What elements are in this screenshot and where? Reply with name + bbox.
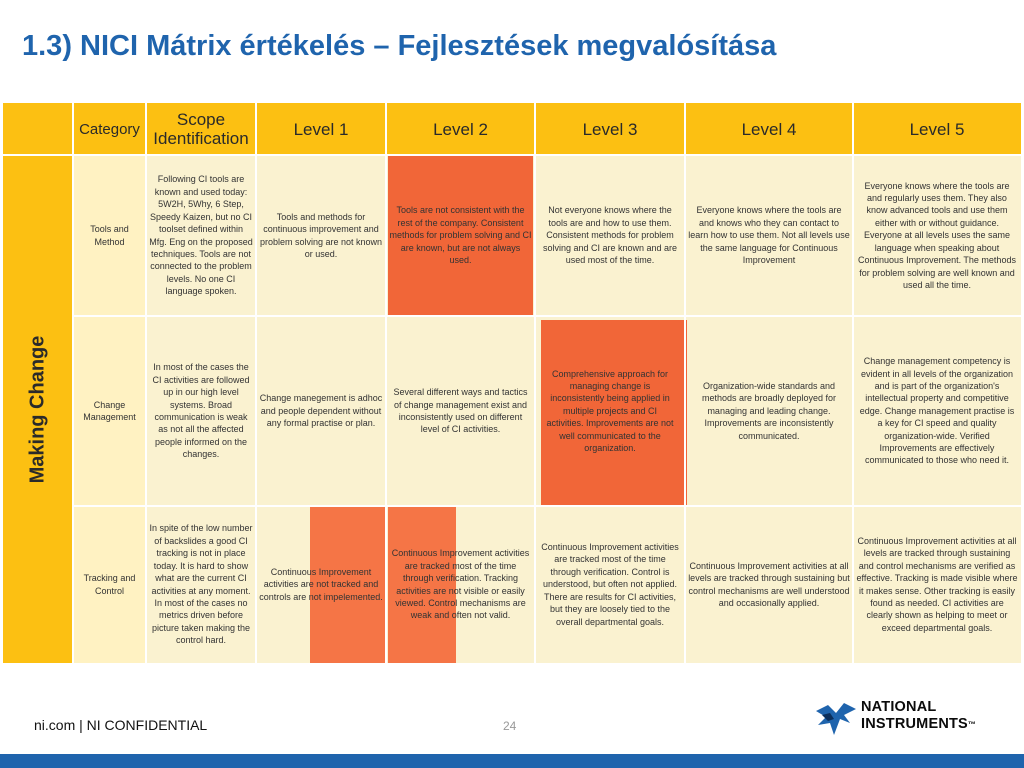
- making-change-label: Making Change: [3, 155, 73, 663]
- tools-level-5: Everyone knows where the tools are and regularly uses them. They also know advanced tools and use them either with or without guidance. Everyone at all levels uses the same language when speaking about Continuous Improvement. The methods for problem solving are well known and used all the time.: [858, 180, 1016, 290]
- header-level-5: Level 5: [853, 103, 1021, 155]
- tracking-level-3: Continuous Improvement activities are tracked most of the time through verification. Control is understood, but often not applied. There are results for CI activities, but they are loosely tied to the overall departmental goals.: [541, 542, 679, 627]
- scope-change-management: In most of the cases the CI activities are followed up in our high level systems. Broad communication is weak as not all the affected people informed on the changes.: [152, 362, 250, 460]
- footer-confidential: ni.com | NI CONFIDENTIAL: [34, 717, 208, 733]
- grid-line: [684, 103, 686, 663]
- logo-wordmark: NATIONAL INSTRUMENTS™: [861, 699, 977, 732]
- header-level-3: Level 3: [535, 103, 685, 155]
- tracking-level-1: Continuous Improvement activities are not tracked and controls are not impelemented.: [259, 566, 383, 602]
- tracking-level-4: Continuous Improvement activities at all levels are tracked through sustaining but control mechanisms are well understood and occasionally applied.: [688, 560, 850, 608]
- scope-tools-method: Following CI tools are known and used today: 5W2H, 5Why, 6 Step, Speedy Kaizen, but no CI toolset defined within Mfg. Eng on the proposed techniques. Tools are not connected to the problem levels. No one CI language spoken.: [149, 174, 253, 297]
- change-level-3: Comprehensive approach for managing change is inconsistently being applied in multiple projects and CI activities. Improvements are not well communicated to the organization.: [546, 368, 674, 454]
- tracking-level-5: Continuous Improvement activities at all levels are tracked through sustaining and control mechanisms are verified as effective. Tracking is made visible where it makes sense. Other tracking is easily found as needed. CI activities are clearly shown as helping to meet or exceed departmental goals.: [856, 535, 1018, 633]
- grid-line: [3, 154, 1021, 156]
- grid-line: [255, 103, 257, 663]
- ni-eagle-logo-icon: [814, 701, 858, 741]
- grid-line: [73, 505, 1021, 507]
- tools-level-1: Tools and methods for continuous improvement and problem solving are not known or used.: [259, 211, 383, 259]
- scope-tracking-control: In spite of the low number of backslides a good CI tracking is not in place today. It is hard to show what are the current CI activities at any moment. In most of the cases no metrics driven before picture taken making the control hard.: [149, 523, 253, 646]
- change-level-5: Change management competency is evident in all levels of the organization and is part of the organization's intellectual property and competitive edge. Change management practise is a key for CI speed and quality organization-wide. Verified Improvements are effectively communicated to those who need it.: [859, 356, 1015, 466]
- header-level-1: Level 1: [256, 103, 386, 155]
- national-instruments-logo: [814, 699, 994, 743]
- category-tracking-control: Tracking and Control: [73, 506, 146, 663]
- nici-matrix: [3, 103, 1021, 663]
- grid-line: [73, 315, 1021, 317]
- change-level-2: Several different ways and tactics of change management exist and inconsistently used on different level of CI activities.: [393, 387, 528, 435]
- tools-level-3: Not everyone knows where the tools are and how to use them. Consistent methods for problem solving and CI are known and are used most of the time.: [542, 205, 678, 266]
- tools-level-2: Tools are not consistent with the rest of the company. Consistent methods for problem solving and CI are known, but are not always used.: [389, 205, 532, 266]
- grid-line: [852, 103, 854, 663]
- grid-line: [385, 103, 387, 663]
- header-level-4: Level 4: [685, 103, 853, 155]
- grid-line: [534, 103, 536, 663]
- change-level-1: Change manegement is adhoc and people dependent without any formal practise or plan.: [259, 393, 383, 429]
- slide-title: 1.3) NICI Mátrix értékelés – Fejlesztések megvalósítása: [22, 30, 777, 62]
- grid-line: [145, 103, 147, 663]
- grid-line: [72, 103, 74, 663]
- tools-level-4: Everyone knows where the tools are and knows who they can contact to learn how to use them. Not all levels use the same language for Continuous Improvement: [688, 205, 850, 266]
- header-level-2: Level 2: [386, 103, 535, 155]
- page-number: 24: [503, 719, 517, 733]
- category-tools-method: Tools and Method: [73, 155, 146, 316]
- header-scope: Scope Identification: [146, 103, 256, 155]
- tracking-level-2: Continuous Improvement activities are tracked most of the time through verification. Tracking activities are not visible or easily viewed. Control mechanisms are weak and often not valid.: [391, 548, 530, 621]
- change-level-4: Organization-wide standards and methods are broadly deployed for managing and leading change. Improvements are inconsistently communicated.: [701, 380, 837, 441]
- bottom-accent-bar: [0, 754, 1024, 768]
- header-category: Category: [73, 103, 146, 155]
- category-change-management: Change Management: [73, 316, 146, 506]
- header-left-corner: [3, 103, 73, 155]
